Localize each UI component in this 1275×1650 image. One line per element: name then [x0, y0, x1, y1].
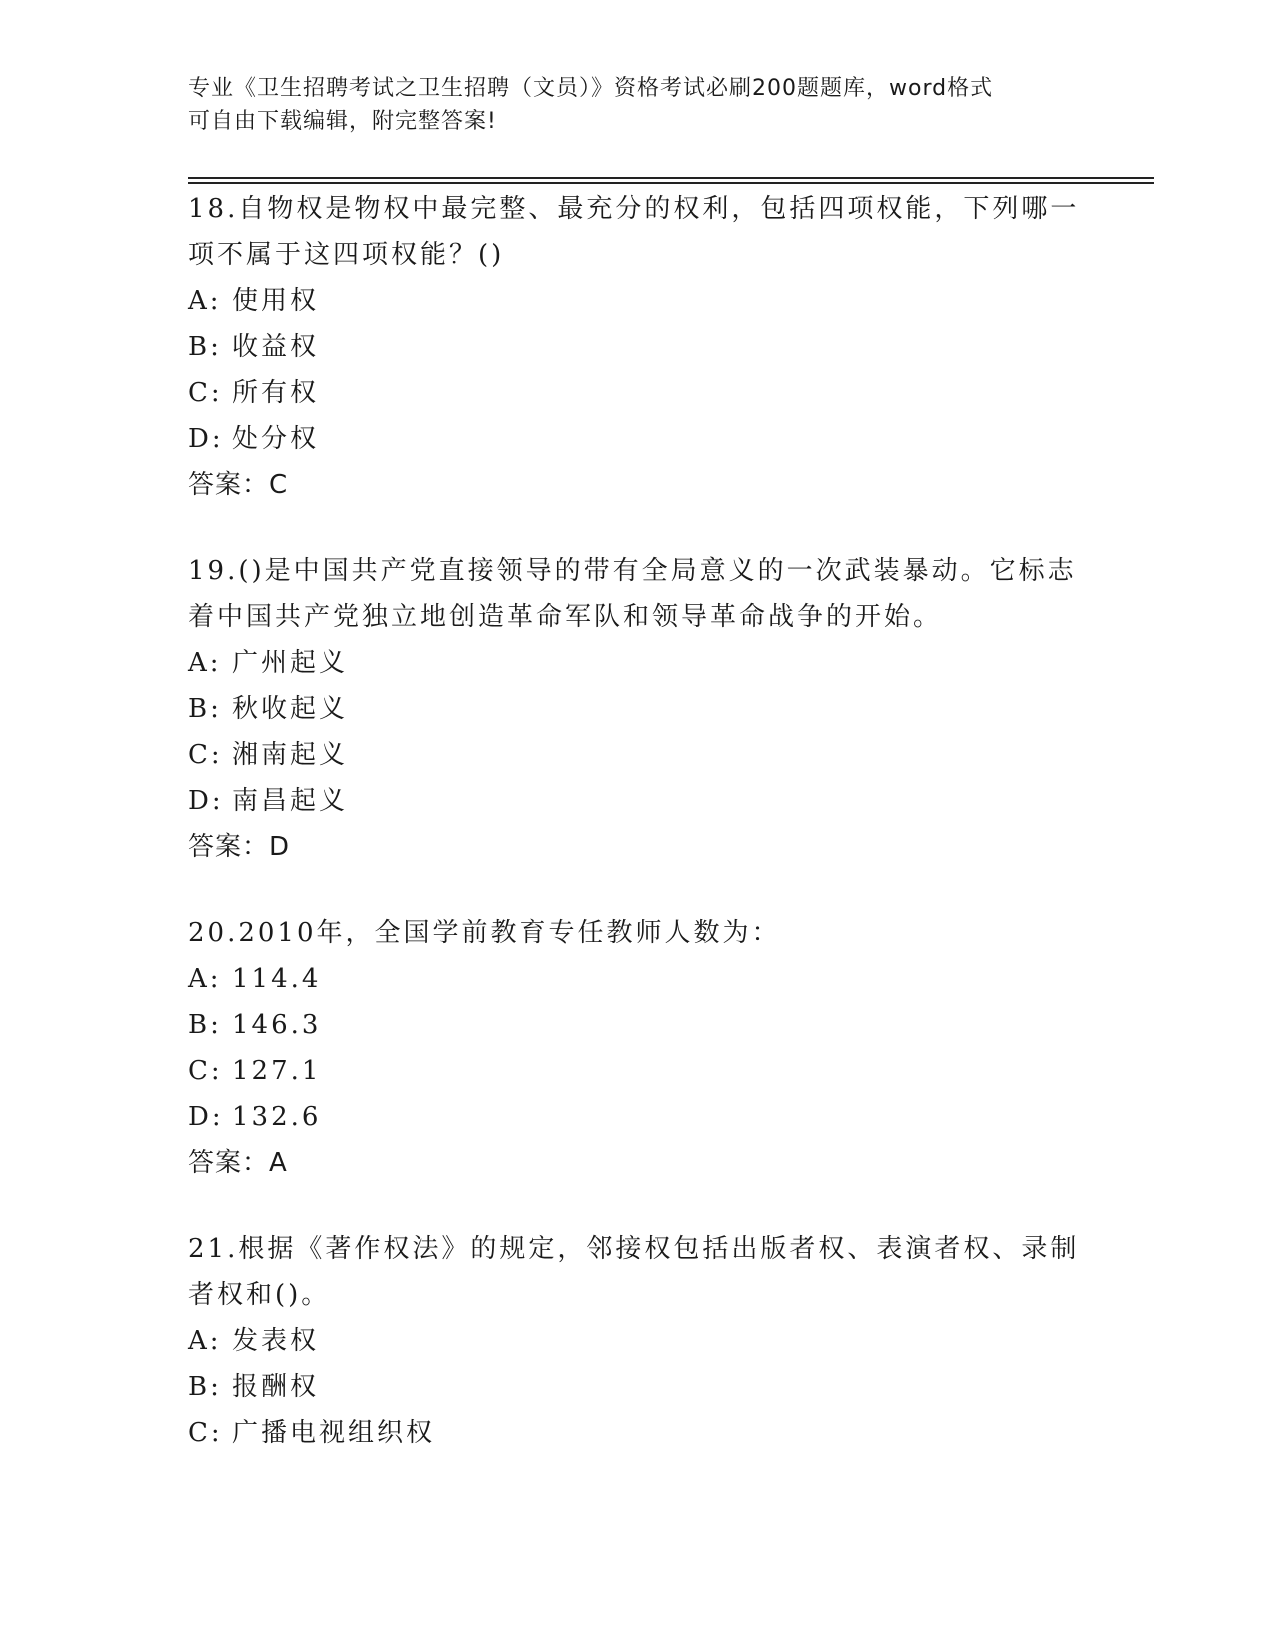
- option-text: 发表权: [232, 1326, 320, 1356]
- option-key: B:: [188, 332, 222, 362]
- answer-label: 答案：C: [188, 470, 289, 500]
- option-text: 使用权: [232, 286, 320, 316]
- question-20: [188, 910, 1088, 1186]
- option-a: [188, 956, 1088, 1002]
- header-divider-bottom: [188, 182, 1154, 184]
- option-b: [188, 1002, 1088, 1048]
- option-c: [188, 1410, 1088, 1456]
- option-key: B:: [188, 1372, 222, 1402]
- answer-label: 答案：D: [188, 832, 291, 862]
- option-key: C:: [188, 1418, 223, 1448]
- option-key: D:: [188, 1102, 224, 1132]
- option-text: 湘南起义: [232, 740, 349, 770]
- option-key: B:: [188, 694, 222, 724]
- header-divider-top: [188, 177, 1154, 179]
- option-c: [188, 732, 1088, 778]
- option-text: 广播电视组织权: [232, 1418, 436, 1448]
- option-key: A:: [188, 964, 222, 994]
- question-list: [188, 186, 1088, 1496]
- option-d: [188, 1094, 1088, 1140]
- option-key: A:: [188, 286, 222, 316]
- option-b: [188, 686, 1088, 732]
- question-text-line: 着中国共产党独立地创造革命军队和领导革命战争的开始。: [188, 602, 943, 632]
- question-18: [188, 186, 1088, 508]
- question-text-line: 项不属于这四项权能？(): [188, 240, 505, 270]
- option-text: 秋收起义: [232, 694, 349, 724]
- option-d: [188, 416, 1088, 462]
- answer-label: 答案：A: [188, 1148, 288, 1178]
- question-text-line: 20.2010年，全国学前教育专任教师人数为：: [188, 918, 781, 948]
- question-19: [188, 548, 1088, 870]
- option-key: C:: [188, 740, 223, 770]
- option-b: [188, 324, 1088, 370]
- option-text: 127.1: [232, 1056, 322, 1086]
- option-key: D:: [188, 786, 224, 816]
- option-text: 广州起义: [232, 648, 349, 678]
- option-key: A:: [188, 648, 222, 678]
- option-text: 收益权: [232, 332, 320, 362]
- question-text-line: 者权和()。: [188, 1280, 331, 1310]
- option-text: 处分权: [232, 424, 320, 454]
- option-key: C:: [188, 378, 223, 408]
- option-d: [188, 778, 1088, 824]
- document-header: [188, 72, 1088, 138]
- option-a: [188, 278, 1088, 324]
- question-text-line: 21.根据《著作权法》的规定，邻接权包括出版者权、表演者权、录制: [188, 1234, 1080, 1264]
- header-line-1: 专业《卫生招聘考试之卫生招聘（文员）》资格考试必刷200题题库，word格式: [188, 76, 994, 101]
- question-text-line: 19.()是中国共产党直接领导的带有全局意义的一次武装暴动。它标志: [188, 556, 1077, 586]
- option-key: A:: [188, 1326, 222, 1356]
- option-c: [188, 370, 1088, 416]
- header-line-2: 可自由下载编辑，附完整答案!: [188, 109, 497, 134]
- option-text: 132.6: [232, 1102, 322, 1132]
- option-key: C:: [188, 1056, 223, 1086]
- option-b: [188, 1364, 1088, 1410]
- option-key: D:: [188, 424, 224, 454]
- option-a: [188, 1318, 1088, 1364]
- option-text: 146.3: [232, 1010, 322, 1040]
- option-c: [188, 1048, 1088, 1094]
- option-text: 南昌起义: [232, 786, 349, 816]
- option-text: 所有权: [232, 378, 320, 408]
- option-text: 114.4: [232, 964, 322, 994]
- option-text: 报酬权: [232, 1372, 320, 1402]
- question-21: [188, 1226, 1088, 1456]
- option-key: B:: [188, 1010, 222, 1040]
- question-text-line: 18.自物权是物权中最完整、最充分的权利，包括四项权能，下列哪一: [188, 194, 1080, 224]
- option-a: [188, 640, 1088, 686]
